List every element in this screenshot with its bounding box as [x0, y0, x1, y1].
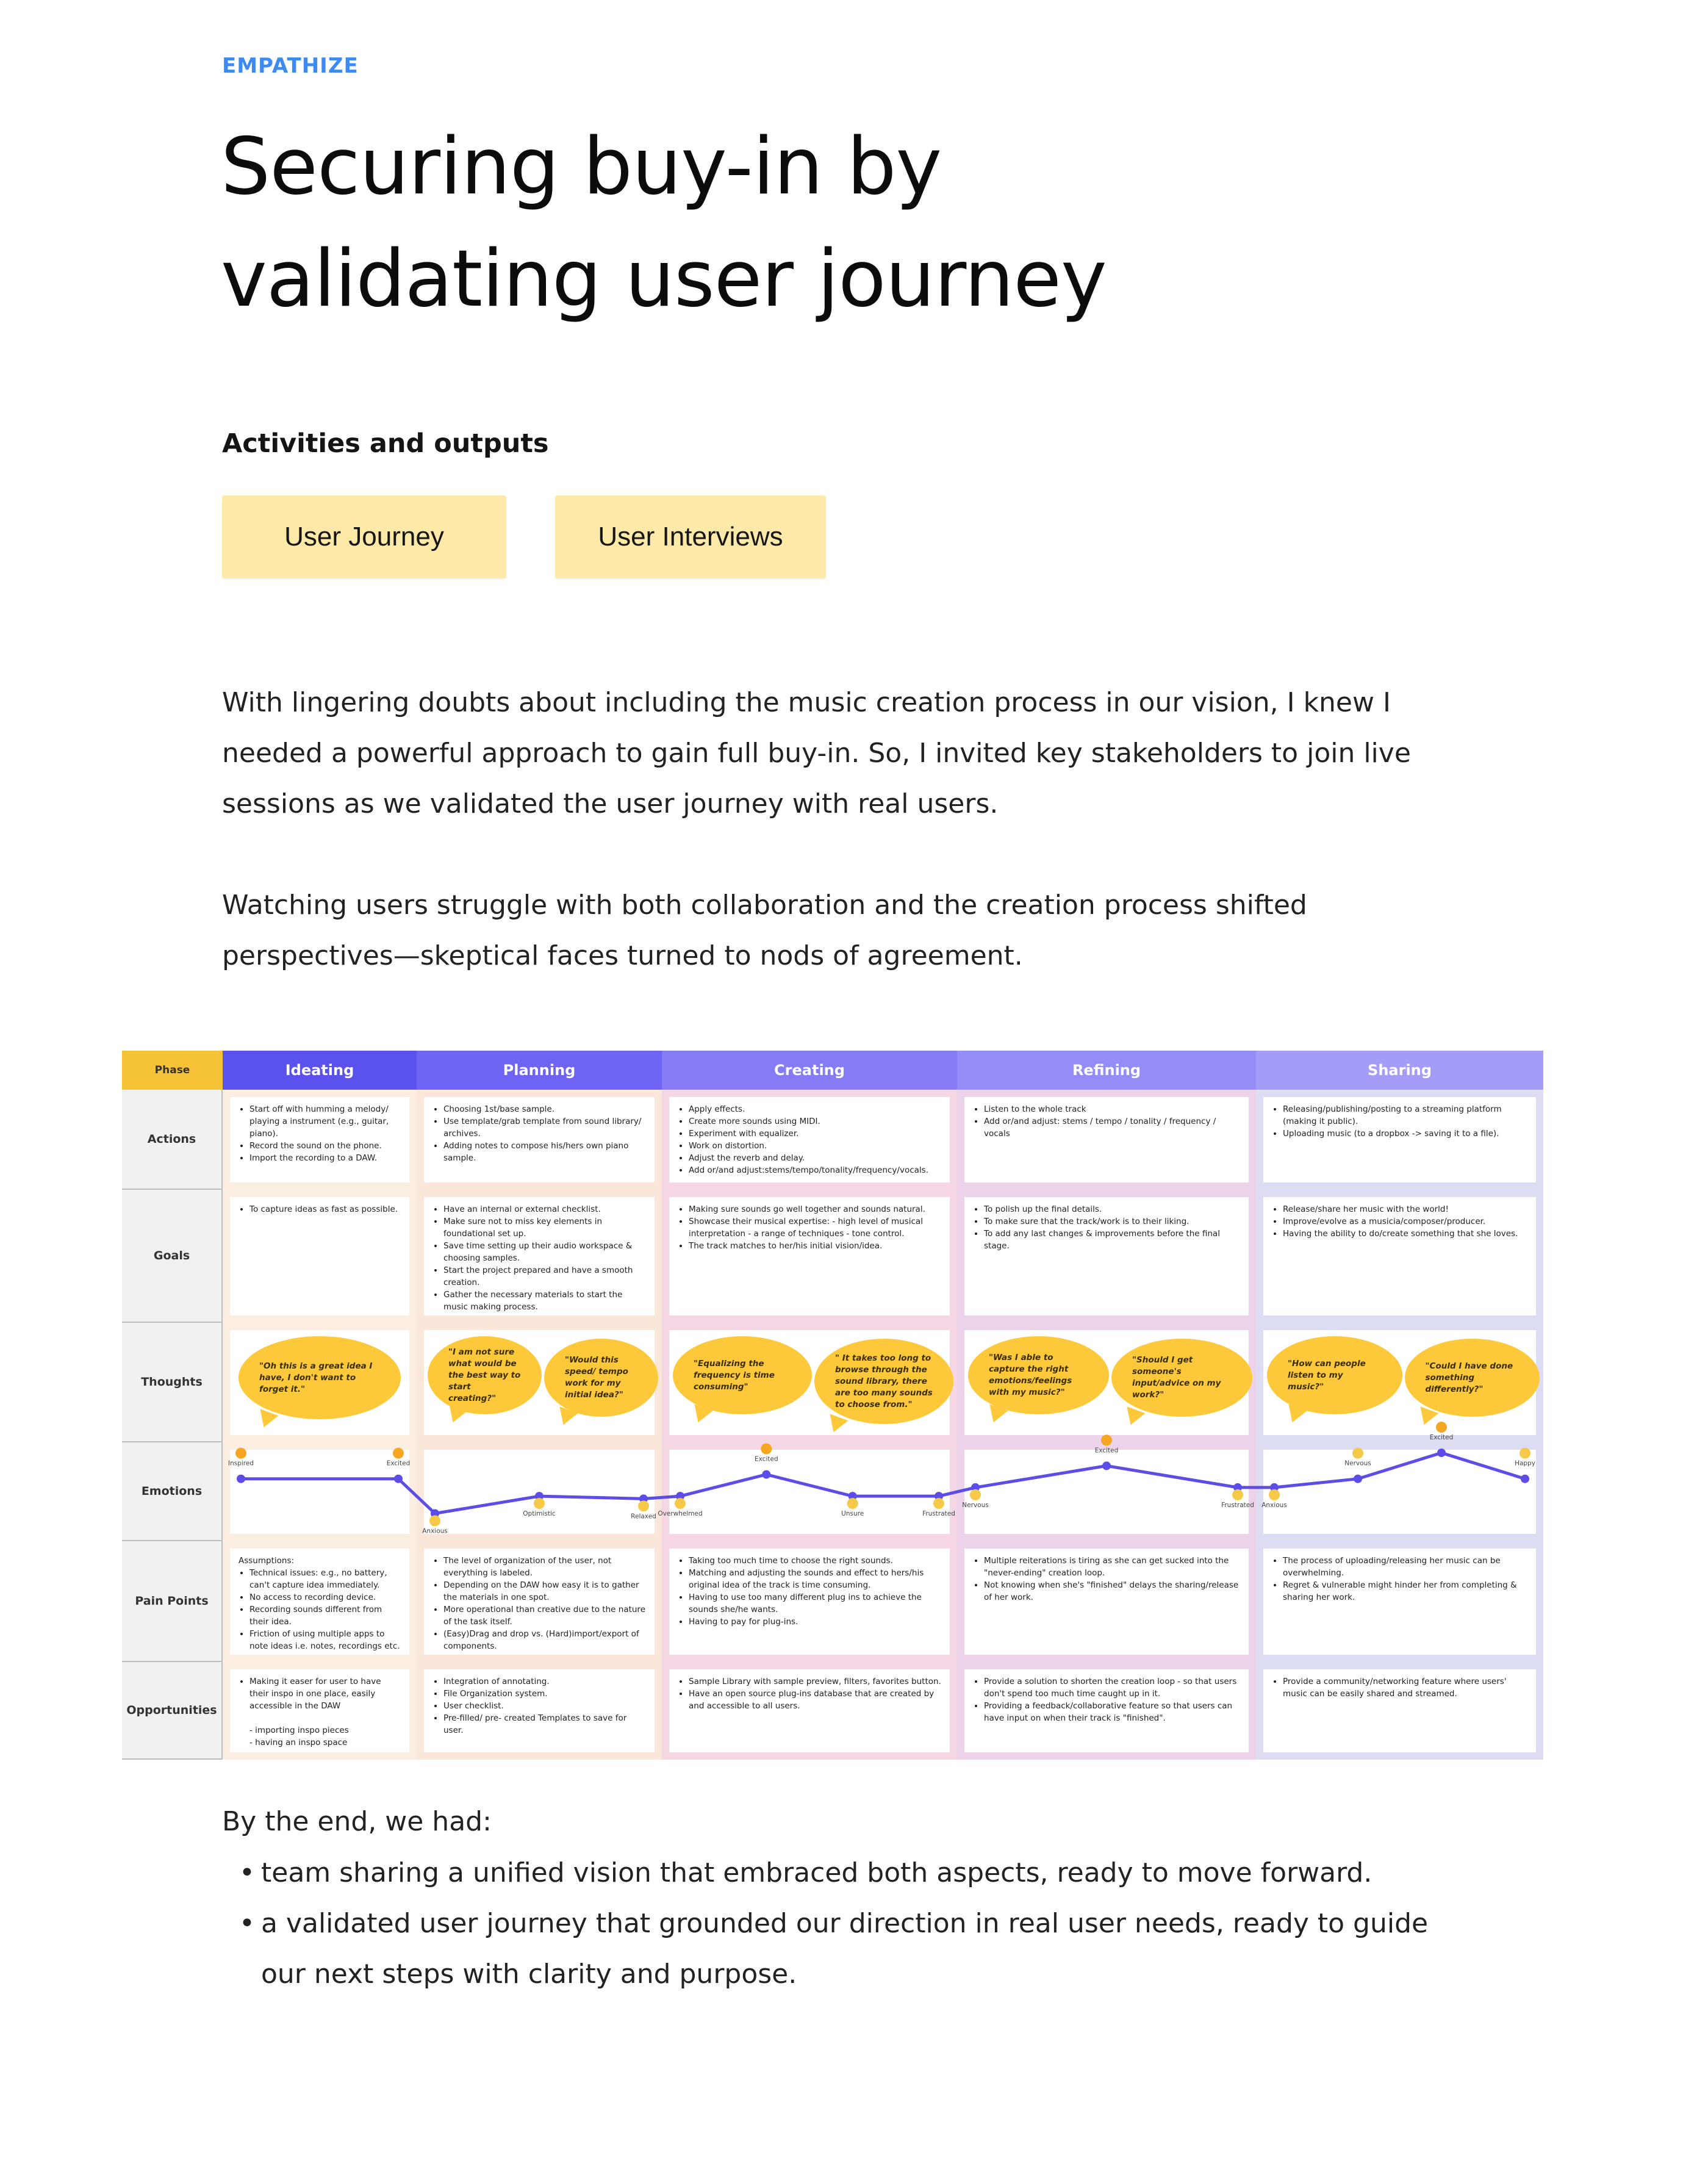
row-label-actions: Actions: [122, 1090, 223, 1190]
thought-bubble: [1405, 1339, 1540, 1417]
thoughts-card: [424, 1330, 655, 1435]
pain-points-card: [964, 1549, 1249, 1655]
row-label-pain-points: Pain Points: [122, 1541, 223, 1662]
list-item: • Having the ability to do/create something that she loves.: [1283, 1228, 1527, 1240]
ending-intro: By the end, we had:: [222, 1806, 492, 1837]
bubble-tail: [1415, 1406, 1438, 1428]
opportunities-list: [432, 1675, 646, 1736]
actions-list: [973, 1103, 1240, 1140]
list-item: • Apply effects.: [689, 1103, 941, 1115]
emotion-label: Overwhelmed: [658, 1510, 703, 1518]
second-paragraph: [222, 880, 1430, 981]
thoughts-cell: [662, 1323, 957, 1442]
paragraph-line: needed a powerful approach to gain full buy-in. So, I invited key stakeholders to join live: [222, 738, 1411, 769]
emotion-label: Frustrated: [1221, 1501, 1254, 1509]
bubble-tail: [1283, 1404, 1307, 1425]
list-item: • Depending on the DAW how easy it is to gather the materials in one spot.: [443, 1579, 646, 1603]
list-item: • Add or/and adjust:stems/tempo/tonality/frequency/vocals.: [689, 1164, 941, 1176]
goals-cell: [662, 1190, 957, 1323]
list-item: • Technical issues: e.g., no battery, can't capture idea immediately.: [249, 1567, 401, 1591]
list-item: • Start off with humming a melody/ playing a instrument (e.g., guitar, piano).: [249, 1103, 401, 1140]
list-item: • (Easy)Drag and drop vs. (Hard)import/export of components.: [443, 1628, 646, 1652]
goals-card: [964, 1197, 1249, 1315]
bullet-dot: •: [239, 1908, 255, 1939]
emotion-label: Excited: [1094, 1447, 1119, 1455]
thought-bubble: [1111, 1339, 1252, 1417]
emotion-label: Nervous: [962, 1501, 989, 1509]
pain-points-card: [424, 1549, 655, 1655]
opportunities-cell: [957, 1662, 1256, 1760]
emotions-card: [669, 1450, 950, 1534]
list-item: • Friction of using multiple apps to note ideas i.e. notes, recordings etc.: [249, 1628, 401, 1652]
row-label-goals: Goals: [122, 1190, 223, 1323]
actions-card: [669, 1097, 950, 1182]
list-item: • More operational than creative due to the nature of the task itself.: [443, 1603, 646, 1628]
list-item: • Uploading music (to a dropbox -> saving it to a file).: [1283, 1128, 1527, 1140]
list-item: • Create more sounds using MIDI.: [689, 1115, 941, 1128]
list-item: • To make sure that the track/work is to their liking.: [984, 1215, 1240, 1228]
emotions-cell: [957, 1442, 1256, 1541]
list-item: • The level of organization of the user, not everything is labeled.: [443, 1555, 646, 1579]
pain-points-list: [432, 1555, 646, 1652]
opportunities-list: [678, 1675, 941, 1712]
phase-header-label: Phase: [122, 1051, 223, 1090]
list-item: • Not knowing when she's "finished" delays the sharing/release of her work.: [984, 1579, 1240, 1603]
list-item: • File Organization system.: [443, 1688, 646, 1700]
goals-list: [973, 1203, 1240, 1252]
thought-text: "I am not sure what would be the best way to start creating?": [448, 1347, 521, 1403]
bubble-tail: [444, 1404, 468, 1425]
list-item: • Multiple reiterations is tiring as she can get sucked into the "never-ending" creation loop.: [984, 1555, 1240, 1579]
emotion-label: Happy: [1515, 1459, 1535, 1467]
list-item: • Showcase their musical expertise: - high level of musical interpretation - a range of techniques - tone control.: [689, 1215, 941, 1240]
goals-cell: [223, 1190, 417, 1323]
actions-list: [239, 1103, 401, 1164]
title-line-1: Securing buy-in by: [221, 121, 942, 212]
actions-list: [432, 1103, 646, 1164]
phase-header-ideating: Ideating: [223, 1051, 417, 1090]
actions-card: [424, 1097, 655, 1182]
actions-cell: [957, 1090, 1256, 1190]
goals-list: [432, 1203, 646, 1313]
bubble-tail: [255, 1409, 279, 1430]
list-item: • Providing a feedback/collaborative feature so that users can have input on when their track is "finished".: [984, 1700, 1240, 1724]
list-item: • To polish up the final details.: [984, 1203, 1240, 1215]
list-item: • Add or/and adjust: stems / tempo / tonality / frequency / vocals: [984, 1115, 1240, 1140]
list-item: • Making it easer for user to have their inspo in one place, easily accessible in the DAW: [249, 1675, 401, 1712]
bullet-dot: •: [239, 1857, 255, 1888]
actions-list: [678, 1103, 941, 1176]
emotions-card: [964, 1450, 1249, 1534]
pain-points-card: [1263, 1549, 1536, 1655]
list-item: • Releasing/publishing/posting to a streaming platform (making it public).: [1283, 1103, 1527, 1128]
list-item: • Recording sounds different from their idea.: [249, 1603, 401, 1628]
thought-bubble: [428, 1336, 542, 1414]
thoughts-card: [1263, 1330, 1536, 1435]
thought-bubble: [814, 1339, 953, 1424]
ending-bullet: [222, 1848, 1442, 1898]
pain-points-card: [669, 1549, 950, 1655]
thought-bubble: [673, 1336, 812, 1414]
emotion-label: Frustrated: [922, 1510, 955, 1518]
bullet-text: our next steps with clarity and purpose.: [261, 1959, 797, 1990]
opportunity-subitems: [239, 1724, 401, 1749]
pain-points-cell: [1256, 1541, 1543, 1662]
list-item: • Record the sound on the phone.: [249, 1140, 401, 1152]
emotions-card: [1263, 1450, 1536, 1534]
thought-text: "Equalizing the frequency is time consuming": [694, 1358, 775, 1392]
thought-text: "Would this speed/ tempo work for my initial idea?": [565, 1355, 628, 1400]
list-item: • Save time setting up their audio workspace & choosing samples.: [443, 1240, 646, 1264]
bubble-tail: [554, 1406, 578, 1428]
list-item: • Making sure sounds go well together and sounds natural.: [689, 1203, 941, 1215]
opportunities-list: [1272, 1675, 1527, 1700]
goals-card: [669, 1197, 950, 1315]
pain-points-cell: [957, 1541, 1256, 1662]
list-item: • Provide a community/networking feature where users' music can be easily shared and streamed.: [1283, 1675, 1527, 1700]
list-item: • Adjust the reverb and delay.: [689, 1152, 941, 1164]
phase-header-planning: Planning: [417, 1051, 662, 1090]
emotion-label: Optimistic: [523, 1510, 556, 1518]
journey-grid: [122, 1051, 1543, 1760]
list-item: • No access to recording device.: [249, 1591, 401, 1603]
bubble-tail: [825, 1414, 849, 1435]
opportunities-cell: [662, 1662, 957, 1760]
bubble-tail: [985, 1404, 1008, 1425]
pain-points-list: [678, 1555, 941, 1628]
list-item: - importing inspo pieces: [249, 1725, 349, 1735]
list-item: • The process of uploading/releasing her music can be overwhelming.: [1283, 1555, 1527, 1579]
thought-bubble: [968, 1336, 1109, 1414]
ending-bullets: [222, 1848, 1442, 1999]
chip-user-journey: User Journey: [222, 495, 506, 578]
list-item: - having an inspo space: [249, 1738, 348, 1747]
ending-bullet-continued: [222, 1949, 1442, 1999]
phase-header-sharing: Sharing: [1256, 1051, 1543, 1090]
activities-heading: Activities and outputs: [222, 428, 549, 459]
opportunities-card: [964, 1669, 1249, 1752]
emotions-cell: [1256, 1442, 1543, 1541]
emotion-label: Anxious: [1261, 1501, 1287, 1509]
emotions-card: [230, 1450, 409, 1534]
paragraph-line: sessions as we validated the user journey with real users.: [222, 788, 999, 819]
list-item: • Taking too much time to choose the right sounds.: [689, 1555, 941, 1567]
row-label-thoughts: Thoughts: [122, 1323, 223, 1442]
list-item: • The track matches to her/his initial vision/idea.: [689, 1240, 941, 1252]
thoughts-card: [230, 1330, 409, 1435]
list-item: • Sample Library with sample preview, filters, favorites button.: [689, 1675, 941, 1688]
phase-header-creating: Creating: [662, 1051, 957, 1090]
thought-text: "Could I have done something differently?": [1425, 1361, 1513, 1394]
intro-paragraph: [222, 677, 1430, 829]
phase-header-refining: Refining: [957, 1051, 1256, 1090]
ending-bullet: [222, 1898, 1442, 1949]
emotion-label: Inspired: [228, 1459, 254, 1467]
goals-card: [424, 1197, 655, 1315]
list-item: • Provide a solution to shorten the creation loop - so that users don't spend too much time caught up in it.: [984, 1675, 1240, 1700]
actions-card: [1263, 1097, 1536, 1182]
thought-text: "Should I get someone's input/advice on my work?": [1132, 1355, 1221, 1400]
paragraph-line: Watching users struggle with both collaboration and the creation process shifted: [222, 890, 1307, 921]
list-item: • User checklist.: [443, 1700, 646, 1712]
paragraph-line: With lingering doubts about including the music creation process in our vision, I knew I: [222, 687, 1391, 718]
opportunities-cell: [1256, 1662, 1543, 1760]
opportunities-cell: [223, 1662, 417, 1760]
emotion-label: Unsure: [841, 1510, 864, 1518]
emotion-label: Excited: [1429, 1434, 1454, 1442]
list-item: • Regret & vulnerable might hinder her from completing & sharing her work.: [1283, 1579, 1527, 1603]
pain-points-cell: [223, 1541, 417, 1662]
list-item: • Pre-filled/ pre- created Templates to save for user.: [443, 1712, 646, 1736]
list-item: • Integration of annotating.: [443, 1675, 646, 1688]
pain-points-cell: [662, 1541, 957, 1662]
actions-card: [964, 1097, 1249, 1182]
goals-list: [239, 1203, 401, 1215]
emotions-card: [424, 1450, 655, 1534]
chip-user-interviews: User Interviews: [555, 495, 826, 578]
list-item: • Have an internal or external checklist.: [443, 1203, 646, 1215]
bullet-text: team sharing a unified vision that embraced both aspects, ready to move forward.: [261, 1857, 1372, 1888]
user-journey-map: [122, 1051, 1543, 1760]
list-item: • Make sure not to miss key elements in foundational set up.: [443, 1215, 646, 1240]
list-item: • To add any last changes & improvements before the final stage.: [984, 1228, 1240, 1252]
opportunities-card: [669, 1669, 950, 1752]
row-label-emotions: Emotions: [122, 1442, 223, 1541]
opportunities-list: [239, 1675, 401, 1712]
opportunities-cell: [417, 1662, 662, 1760]
goals-list: [1272, 1203, 1527, 1240]
list-item: • Choosing 1st/base sample.: [443, 1103, 646, 1115]
goals-cell: [957, 1190, 1256, 1323]
actions-cell: [417, 1090, 662, 1190]
emotion-label: Excited: [755, 1455, 778, 1463]
thought-bubble: [1267, 1336, 1402, 1414]
goals-card: [230, 1197, 409, 1315]
list-item: • Adding notes to compose his/hers own piano sample.: [443, 1140, 646, 1164]
thoughts-card: [964, 1330, 1249, 1435]
thoughts-cell: [957, 1323, 1256, 1442]
goals-cell: [1256, 1190, 1543, 1323]
emotion-label: Relaxed: [631, 1513, 656, 1520]
page-title: [221, 111, 1258, 336]
list-item: • Having to pay for plug-ins.: [689, 1616, 941, 1628]
title-line-2: validating user journey: [221, 234, 1107, 325]
list-item: • Use template/grab template from sound library/ archives.: [443, 1115, 646, 1140]
list-item: • Having to use too many different plug ins to achieve the sounds she/he wants.: [689, 1591, 941, 1616]
actions-cell: [1256, 1090, 1543, 1190]
goals-cell: [417, 1190, 662, 1323]
list-item: • Gather the necessary materials to start the music making process.: [443, 1289, 646, 1313]
emotions-cell: [662, 1442, 957, 1541]
emotion-label: Nervous: [1344, 1459, 1371, 1467]
goals-list: [678, 1203, 941, 1252]
thought-text: " It takes too long to browse through the sound library, there are too many sounds to choose from.": [835, 1353, 933, 1409]
actions-list: [1272, 1103, 1527, 1140]
pain-points-card: [230, 1549, 409, 1655]
thoughts-card: [669, 1330, 950, 1435]
thought-bubble: [544, 1339, 658, 1417]
pain-points-list: [1272, 1555, 1527, 1603]
actions-card: [230, 1097, 409, 1182]
opportunities-card: [230, 1669, 409, 1752]
list-item: • Listen to the whole track: [984, 1103, 1240, 1115]
paragraph-line: perspectives—skeptical faces turned to nods of agreement.: [222, 940, 1023, 971]
emotions-cell: [223, 1442, 417, 1541]
thought-text: "Was I able to capture the right emotions/feelings with my music?": [989, 1353, 1072, 1397]
opportunities-list: [973, 1675, 1240, 1724]
goals-card: [1263, 1197, 1536, 1315]
opportunities-card: [424, 1669, 655, 1752]
bullet-text: a validated user journey that grounded our direction in real user needs, ready to guide: [261, 1908, 1429, 1939]
list-item: • Work on distortion.: [689, 1140, 941, 1152]
thoughts-cell: [417, 1323, 662, 1442]
opportunities-card: [1263, 1669, 1536, 1752]
section-eyebrow: EMPATHIZE: [222, 54, 359, 78]
assumptions-label: Assumptions:: [239, 1556, 295, 1566]
actions-cell: [223, 1090, 417, 1190]
actions-cell: [662, 1090, 957, 1190]
list-item: • To capture ideas as fast as possible.: [249, 1203, 401, 1215]
list-item: • Release/share her music with the world!: [1283, 1203, 1527, 1215]
thoughts-cell: [223, 1323, 417, 1442]
list-item: • Experiment with equalizer.: [689, 1128, 941, 1140]
pain-points-list: [239, 1567, 401, 1652]
row-label-opportunities: Opportunities: [122, 1662, 223, 1760]
list-item: • Import the recording to a DAW.: [249, 1152, 401, 1164]
list-item: • Matching and adjusting the sounds and effect to hers/his original idea of the track is time consuming.: [689, 1567, 941, 1591]
thought-text: "How can people listen to my music?": [1288, 1358, 1366, 1392]
emotions-cell: [417, 1442, 662, 1541]
thought-text: "Oh this is a great idea I have, I don't want to forget it.": [259, 1361, 373, 1394]
pain-points-cell: [417, 1541, 662, 1662]
bubble-tail: [689, 1404, 713, 1425]
thought-bubble: [239, 1336, 401, 1419]
list-item: • Have an open source plug-ins database that are created by and accessible to all users.: [689, 1688, 941, 1712]
thoughts-cell: [1256, 1323, 1543, 1442]
emotion-label: Anxious: [422, 1527, 448, 1535]
pain-points-list: [973, 1555, 1240, 1603]
list-item: • Improve/evolve as a musicia/composer/producer.: [1283, 1215, 1527, 1228]
list-item: • Start the project prepared and have a smooth creation.: [443, 1264, 646, 1289]
emotion-label: Excited: [386, 1459, 411, 1467]
bubble-tail: [1122, 1406, 1146, 1428]
